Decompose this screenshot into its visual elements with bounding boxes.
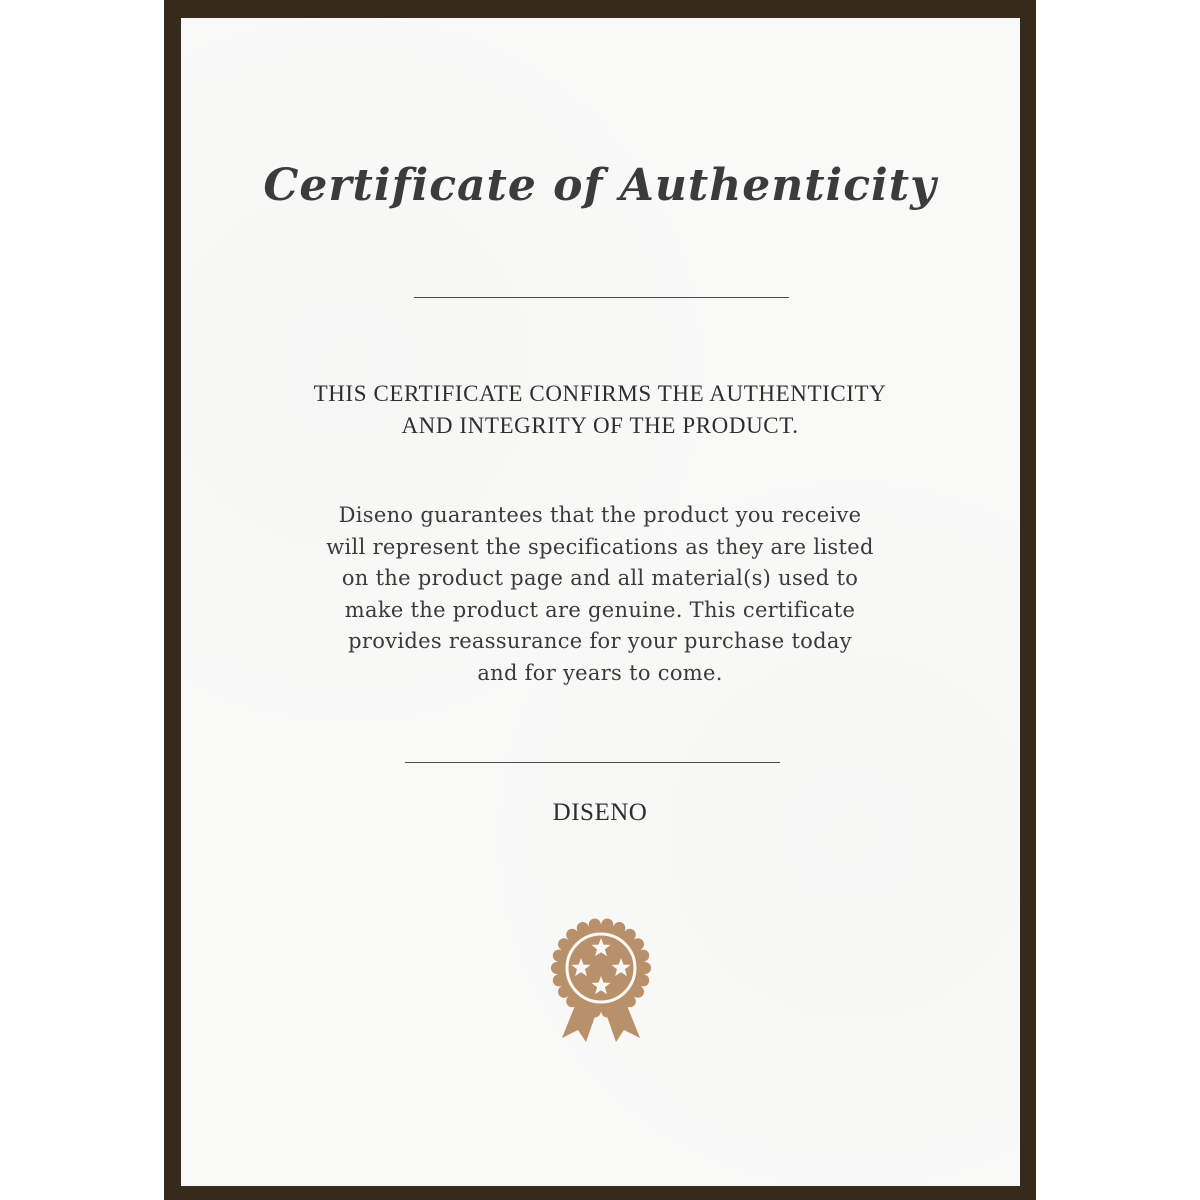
certificate-body — [0, 500, 1200, 690]
signature-name: DISENO — [552, 799, 648, 826]
signature-line — [405, 762, 780, 763]
lead-line: THIS CERTIFICATE CONFIRMS THE AUTHENTICITY — [313, 381, 887, 406]
top-divider — [414, 297, 789, 298]
body-line: provides reassurance for your purchase today — [348, 629, 852, 654]
body-line: and for years to come. — [477, 660, 723, 685]
body-line: make the product are genuine. This certificate — [344, 597, 856, 622]
award-rosette-icon — [548, 916, 654, 1046]
certificate-title: Certificate of Authenticity — [263, 160, 937, 211]
body-line: on the product page and all material(s) used to — [341, 566, 859, 591]
certificate-lead — [0, 378, 1200, 442]
lead-line: AND INTEGRITY OF THE PRODUCT. — [401, 413, 799, 438]
body-line: will represent the specifications as they are listed — [326, 534, 874, 559]
body-line: Diseno guarantees that the product you receive — [338, 503, 862, 527]
